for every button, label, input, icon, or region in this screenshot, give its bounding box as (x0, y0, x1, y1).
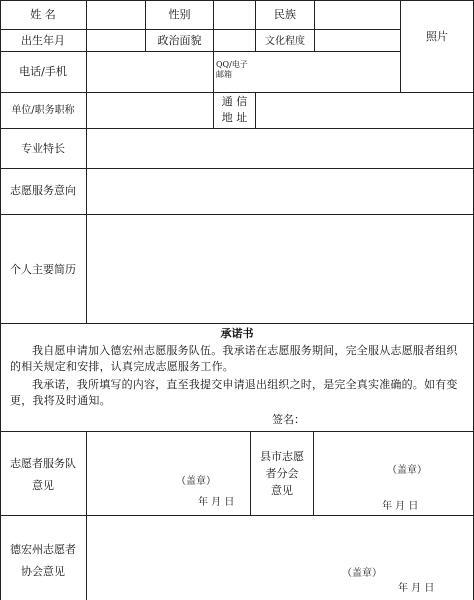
assoc-opinion-label-2: 协会意见 (21, 565, 65, 578)
signature-label: 签名： (272, 413, 305, 426)
signature-field[interactable] (310, 410, 460, 428)
team-opinion-field[interactable] (87, 432, 249, 515)
birth-label: 出生年月 (21, 34, 65, 47)
work-field[interactable] (87, 93, 212, 128)
county-seal: （盖章） (387, 465, 427, 476)
phone-field[interactable] (87, 52, 212, 92)
county-date: 年 月 日 (382, 501, 419, 512)
political-field[interactable] (214, 30, 254, 51)
work-label: 单位/职务职称 (11, 105, 75, 116)
row-line (0, 323, 474, 324)
team-seal: （盖章） (176, 476, 216, 487)
address-label-1: 通 信 (221, 95, 248, 108)
photo-label: 照片 (426, 30, 448, 43)
intent-field[interactable] (87, 169, 472, 214)
gender-field[interactable] (214, 1, 254, 29)
ethnicity-label: 民族 (274, 8, 296, 21)
pledge-paragraph-2: 我承诺，我所填写的内容，直至我提交申请退出组织之时，是完全真实准确的。如有变更，我将及时通知。 (10, 378, 458, 407)
assoc-opinion-field[interactable] (87, 516, 472, 600)
county-opinion-label-3: 意见 (271, 484, 293, 497)
pledge-title: 承诺书 (220, 327, 254, 340)
birth-field[interactable] (87, 30, 144, 51)
assoc-opinion-label-1: 德宏州志愿者 (10, 543, 76, 556)
qq-email-field[interactable] (256, 52, 399, 92)
county-opinion-label-2: 者分会 (265, 467, 299, 480)
education-field[interactable] (315, 30, 399, 51)
photo-field[interactable] (401, 1, 473, 92)
specialty-label: 专业特长 (21, 142, 65, 155)
political-label: 政治面貌 (157, 34, 202, 47)
team-date: 年 月 日 (198, 497, 235, 508)
team-opinion-label-1: 志愿者服务队 (10, 457, 76, 470)
resume-label: 个人主要简历 (10, 263, 76, 276)
assoc-date: 年 月 日 (398, 583, 435, 594)
address-label-2: 地 址 (221, 111, 248, 124)
education-label: 文化程度 (265, 36, 305, 47)
address-field[interactable] (256, 93, 472, 128)
intent-label: 志愿服务意向 (10, 184, 76, 197)
name-field[interactable] (87, 1, 144, 29)
gender-label: 性别 (168, 8, 191, 21)
county-opinion-label-1: 县市志愿 (260, 450, 304, 463)
qq-email-label: QQ/电子邮箱 (216, 60, 248, 79)
resume-field[interactable] (87, 215, 472, 323)
assoc-seal: （盖章） (342, 568, 382, 579)
specialty-field[interactable] (87, 129, 472, 168)
phone-label: 电话/手机 (19, 65, 67, 78)
county-opinion-field[interactable] (314, 432, 472, 515)
ethnicity-field[interactable] (315, 1, 399, 29)
name-label: 姓 名 (30, 8, 56, 21)
team-opinion-label-2: 意见 (32, 479, 54, 492)
pledge-paragraph-1: 我自愿申请加入德宏州志愿服务队伍。我承诺在志愿服务期间，完全服从志愿服者组织的相关规定和安排，认真完成志愿服务工作。 (10, 344, 458, 373)
border-left (0, 0, 1, 600)
